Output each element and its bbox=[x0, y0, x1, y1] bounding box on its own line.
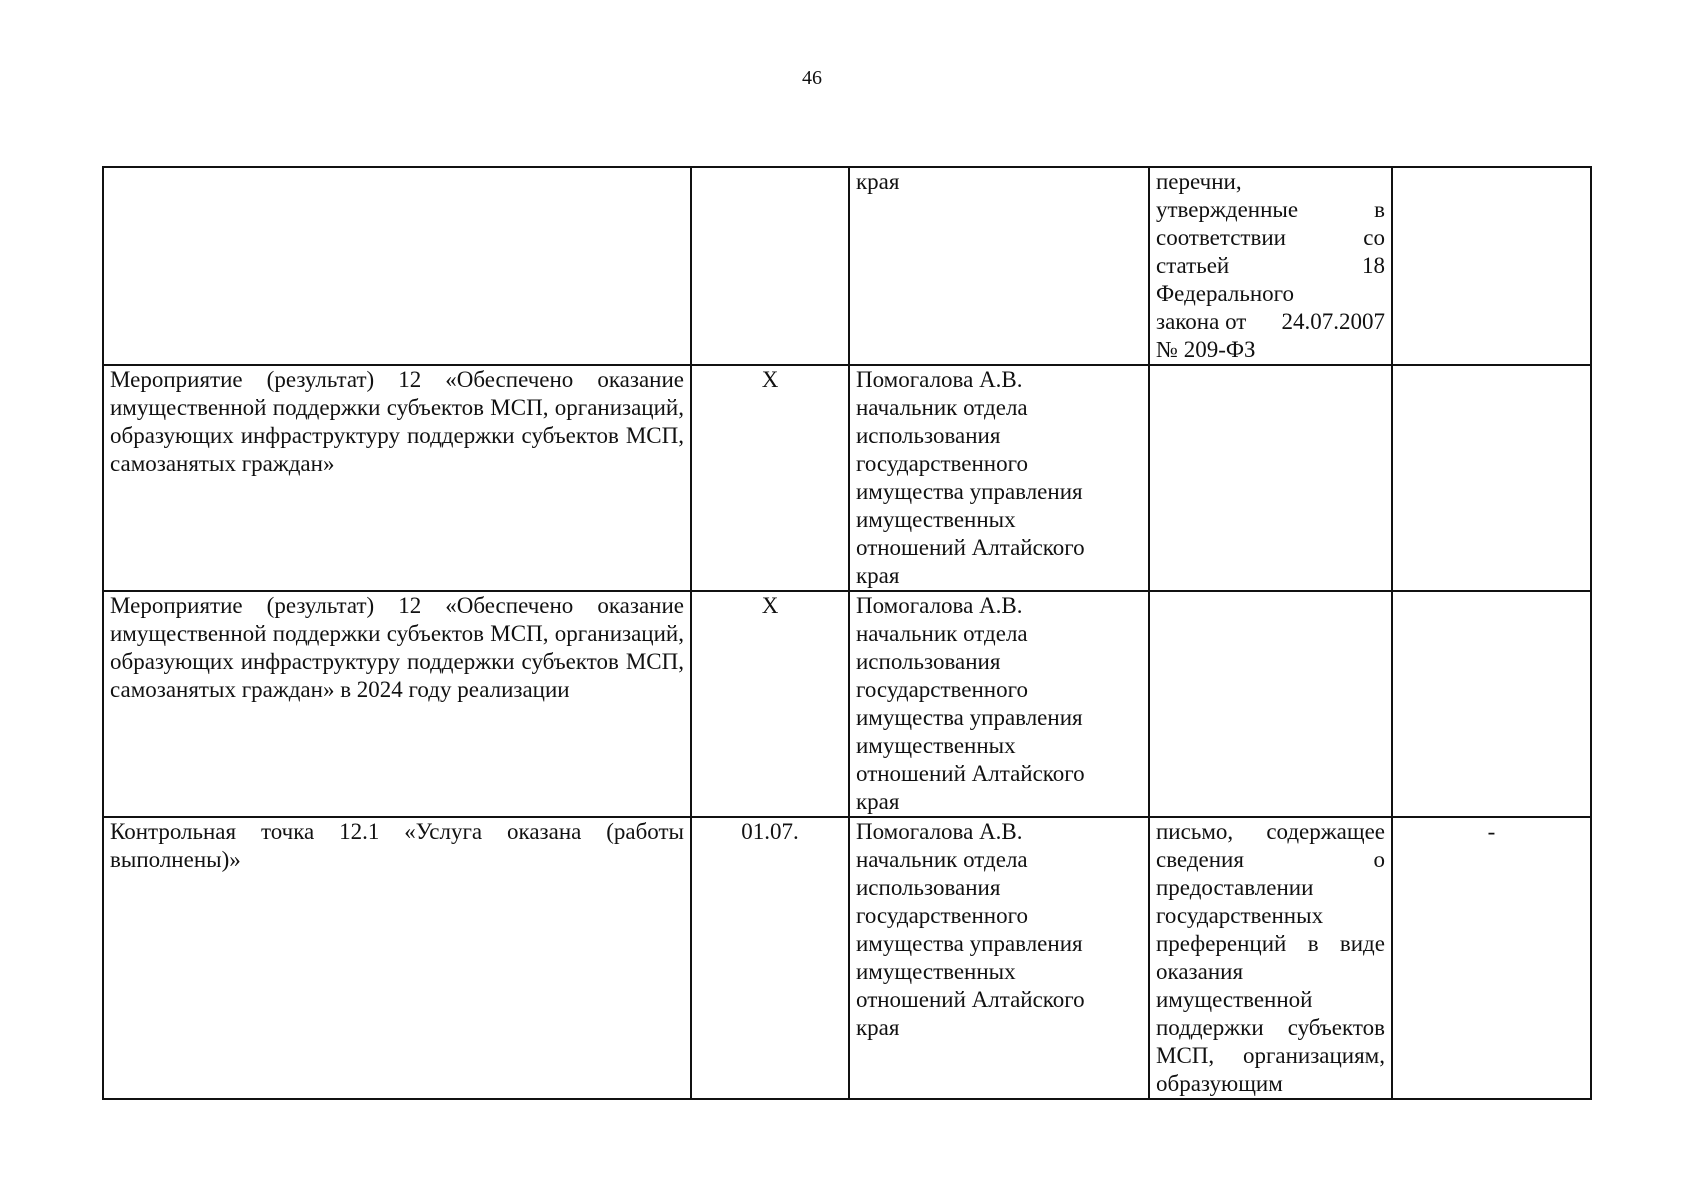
word: сведения bbox=[1156, 847, 1244, 872]
document-line-justified bbox=[1156, 930, 1385, 958]
document-line-justified bbox=[1156, 308, 1385, 336]
extra-cell bbox=[1392, 365, 1591, 591]
word: со bbox=[1363, 225, 1385, 250]
responsible-cell bbox=[849, 817, 1149, 1099]
word: преференций bbox=[1156, 931, 1287, 956]
document-cell bbox=[1149, 817, 1392, 1099]
responsible-text: Помогалова А.В. начальник отдела использования государственного имущества управления имущественных отношений Алтайского края bbox=[856, 367, 1085, 588]
table-row bbox=[103, 591, 1591, 817]
event-cell bbox=[103, 365, 691, 591]
document-cell bbox=[1149, 167, 1392, 365]
responsible-text: края bbox=[856, 169, 900, 194]
document-line-justified bbox=[1156, 224, 1385, 252]
extra-text: - bbox=[1487, 819, 1496, 844]
document-line: образующим bbox=[1156, 1071, 1283, 1096]
date-cell bbox=[691, 591, 849, 817]
plan-table-body bbox=[103, 167, 1591, 1099]
extra-cell bbox=[1392, 817, 1591, 1099]
extra-cell bbox=[1392, 167, 1591, 365]
word: соответствии bbox=[1156, 225, 1286, 250]
document-line: № 209-ФЗ bbox=[1156, 337, 1256, 362]
document-cell bbox=[1149, 591, 1392, 817]
date-cell bbox=[691, 365, 849, 591]
word: о bbox=[1373, 847, 1385, 872]
word: утвержденные bbox=[1156, 197, 1299, 222]
table-row bbox=[103, 167, 1591, 365]
page-number bbox=[0, 66, 1694, 90]
event-cell bbox=[103, 591, 691, 817]
document-line-justified bbox=[1156, 818, 1385, 846]
plan-table bbox=[102, 166, 1592, 1100]
responsible-text: Помогалова А.В. начальник отдела использования государственного имущества управления имущественных отношений Алтайского края bbox=[856, 819, 1085, 1040]
document-line: перечни, bbox=[1156, 169, 1242, 194]
word: поддержки bbox=[1156, 1015, 1264, 1040]
table-row bbox=[103, 365, 1591, 591]
word: статьей bbox=[1156, 253, 1230, 278]
event-cell bbox=[103, 817, 691, 1099]
event-text: Контрольная точка 12.1 «Услуга оказана (работы выполнены)» bbox=[110, 819, 684, 872]
document-line: государственных bbox=[1156, 903, 1324, 928]
event-text: Мероприятие (результат) 12 «Обеспечено оказание имущественной поддержки субъектов МСП, организаций, образующих инфраструктуру поддержки субъектов МСП, самозанятых граждан» в 2024 году реализации bbox=[110, 593, 684, 702]
date-cell bbox=[691, 167, 849, 365]
word: в bbox=[1307, 931, 1319, 956]
extra-cell bbox=[1392, 591, 1591, 817]
word: субъектов bbox=[1287, 1015, 1385, 1040]
page-number-text: 46 bbox=[802, 67, 822, 89]
date-text: 01.07. bbox=[741, 819, 799, 844]
date-text: Х bbox=[761, 593, 779, 618]
responsible-cell bbox=[849, 591, 1149, 817]
document-line: оказания bbox=[1156, 959, 1244, 984]
document-line: имущественной bbox=[1156, 987, 1313, 1012]
document-line-justified bbox=[1156, 1014, 1385, 1042]
document-line-justified bbox=[1156, 196, 1385, 224]
word: письмо, bbox=[1156, 819, 1234, 844]
event-cell bbox=[103, 167, 691, 365]
word: организациям, bbox=[1242, 1043, 1385, 1068]
word: закона от bbox=[1156, 309, 1247, 334]
document-cell bbox=[1149, 365, 1392, 591]
word: содержащее bbox=[1266, 819, 1385, 844]
word: МСП, bbox=[1156, 1043, 1215, 1068]
document-line-justified bbox=[1156, 1042, 1385, 1070]
responsible-cell bbox=[849, 365, 1149, 591]
event-text: Мероприятие (результат) 12 «Обеспечено оказание имущественной поддержки субъектов МСП, организаций, образующих инфраструктуру поддержки субъектов МСП, самозанятых граждан» bbox=[110, 367, 684, 476]
word: в bbox=[1374, 197, 1385, 222]
document-line: Федерального bbox=[1156, 281, 1295, 306]
word: 18 bbox=[1362, 253, 1385, 278]
word: 24.07.2007 bbox=[1281, 309, 1385, 334]
document-line-justified bbox=[1156, 252, 1385, 280]
document-line-justified bbox=[1156, 846, 1385, 874]
document-line: предоставлении bbox=[1156, 875, 1314, 900]
table-row bbox=[103, 817, 1591, 1099]
date-text: Х bbox=[761, 367, 779, 392]
date-cell bbox=[691, 817, 849, 1099]
responsible-cell bbox=[849, 167, 1149, 365]
responsible-text: Помогалова А.В. начальник отдела использования государственного имущества управления имущественных отношений Алтайского края bbox=[856, 593, 1085, 814]
word: виде bbox=[1339, 931, 1385, 956]
